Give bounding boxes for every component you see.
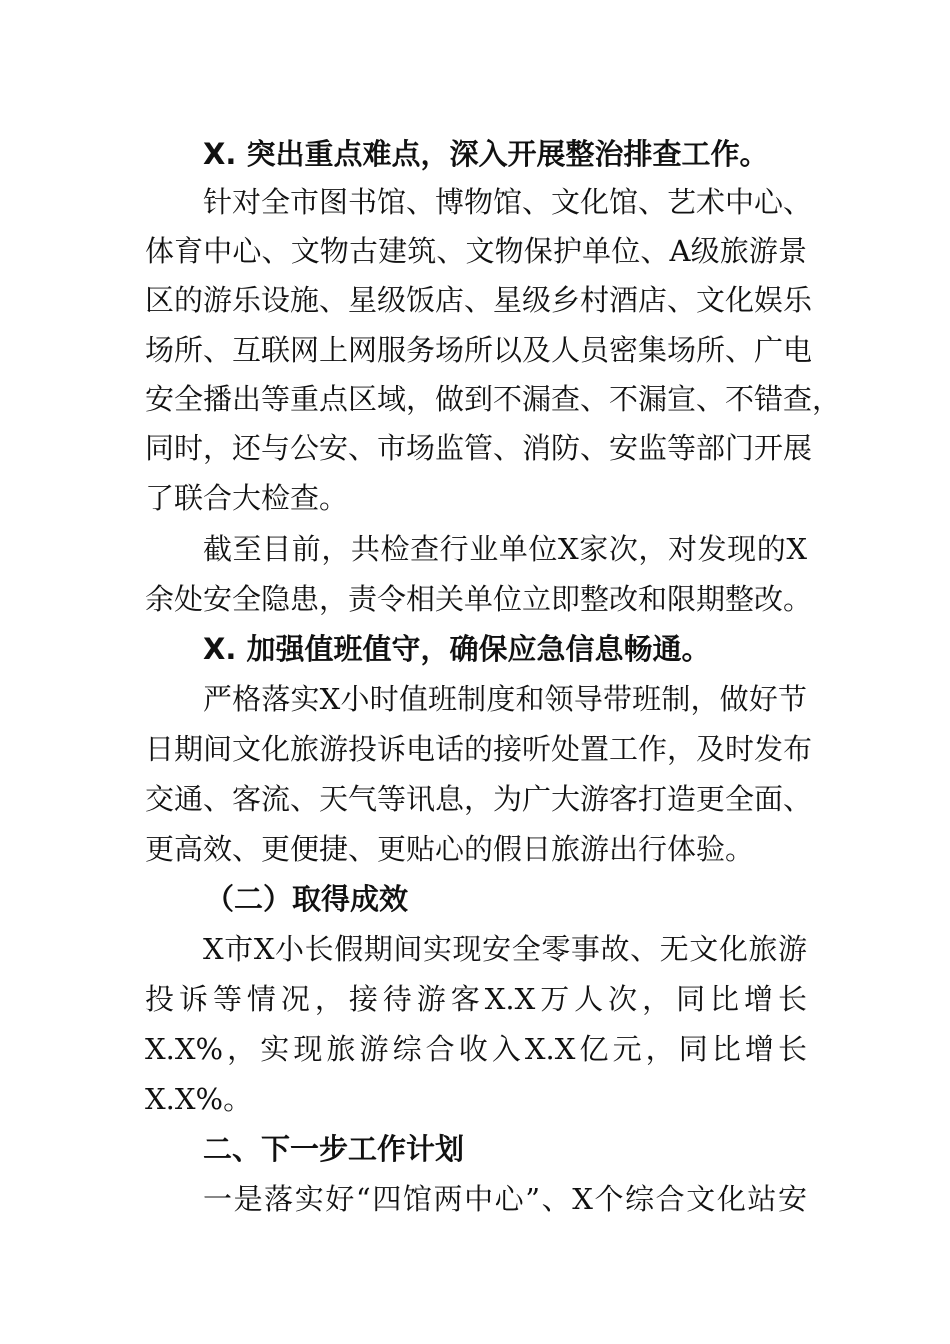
paragraph-line: 同时，还与公安、市场监管、消防、安监等部门开展 bbox=[145, 431, 813, 465]
paragraph-line: 场所、互联网上网服务场所以及人员密集场所、广电 bbox=[145, 333, 813, 367]
paragraph-line: X.X%，实现旅游综合收入X.X亿元，同比增长 bbox=[145, 1032, 807, 1066]
paragraph-line: 截至目前，共检查行业单位X家次，对发现的X bbox=[203, 532, 807, 566]
paragraph-line: 投诉等情况，接待游客X.X万人次，同比增长 bbox=[145, 982, 807, 1016]
section-heading-4: 二、下一步工作计划 bbox=[203, 1132, 465, 1166]
paragraph-line: 体育中心、文物古建筑、文物保护单位、A级旅游景 bbox=[145, 234, 807, 268]
paragraph-line: 区的游乐设施、星级饭店、星级乡村酒店、文化娱乐 bbox=[145, 283, 813, 317]
paragraph-line: X市X小长假期间实现安全零事故、无文化旅游 bbox=[203, 932, 807, 966]
paragraph-line: 余处安全隐患，责令相关单位立即整改和限期整改。 bbox=[145, 582, 813, 616]
paragraph-line: 日期间文化旅游投诉电话的接听处置工作，及时发布 bbox=[145, 732, 813, 766]
paragraph-line: 更高效、更便捷、更贴心的假日旅游出行体验。 bbox=[145, 832, 755, 866]
paragraph-line: 一是落实好“四馆两中心”、X个综合文化站安 bbox=[203, 1182, 807, 1216]
paragraph-line: 严格落实X小时值班制度和领导带班制，做好节 bbox=[203, 682, 807, 716]
section-heading-3: （二）取得成效 bbox=[205, 882, 409, 916]
paragraph-line: 针对全市图书馆、博物馆、文化馆、艺术中心、 bbox=[203, 185, 813, 219]
section-heading-2: X. 加强值班值守，确保应急信息畅通。 bbox=[203, 632, 711, 666]
section-heading-1: X. 突出重点难点，深入开展整治排查工作。 bbox=[203, 137, 769, 171]
paragraph-line: X.X%。 bbox=[145, 1082, 253, 1116]
paragraph-line: 安全播出等重点区域，做到不漏查、不漏宣、不错查， bbox=[145, 382, 842, 416]
paragraph-line: 了联合大检查。 bbox=[145, 481, 349, 515]
paragraph-line: 交通、客流、天气等讯息，为广大游客打造更全面、 bbox=[145, 782, 813, 816]
